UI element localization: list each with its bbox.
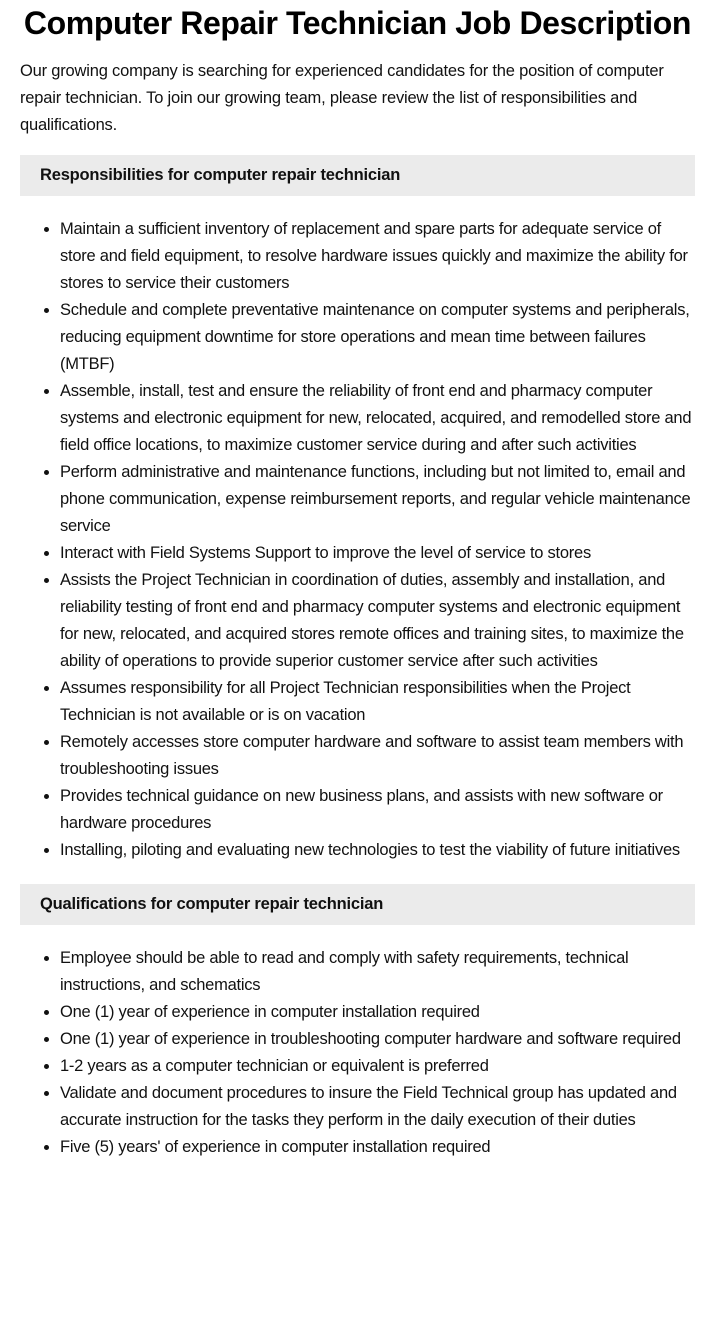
qualifications-heading: Qualifications for computer repair technician bbox=[20, 884, 695, 925]
responsibilities-heading: Responsibilities for computer repair technician bbox=[20, 155, 695, 196]
list-item: • Validate and document procedures to insure the Field Technical group has updated and accurate instruction for the tasks they perform in the daily execution of their duties bbox=[60, 1080, 695, 1134]
list-item: • Perform administrative and maintenance functions, including but not limited to, email and phone communication, expense reimbursement reports, and regular vehicle maintenance service bbox=[60, 459, 695, 540]
list-item: • Employee should be able to read and comply with safety requirements, technical instructions, and schematics bbox=[60, 945, 695, 999]
list-item: • Assemble, install, test and ensure the reliability of front end and pharmacy computer systems and electronic equipment for new, relocated, acquired, and remodelled store and field office locations, to maximize customer service during and after such activities bbox=[60, 378, 695, 459]
list-item: • Schedule and complete preventative maintenance on computer systems and peripherals, reducing equipment downtime for store operations and mean time between failures (MTBF) bbox=[60, 297, 695, 378]
list-item: • Installing, piloting and evaluating new technologies to test the viability of future initiatives bbox=[60, 837, 695, 864]
page-title: Computer Repair Technician Job Description bbox=[23, 5, 692, 41]
list-item: • Provides technical guidance on new business plans, and assists with new software or hardware procedures bbox=[60, 783, 695, 837]
qualifications-list bbox=[20, 945, 695, 1161]
intro-paragraph: Our growing company is searching for experienced candidates for the position of computer repair technician. To join our growing team, please review the list of responsibilities and qualifications. bbox=[20, 62, 664, 134]
list-item: • Assumes responsibility for all Project Technician responsibilities when the Project Technician is not available or is on vacation bbox=[60, 675, 695, 729]
list-item: • Remotely accesses store computer hardware and software to assist team members with troubleshooting issues bbox=[60, 729, 695, 783]
list-item: • Assists the Project Technician in coordination of duties, assembly and installation, and reliability testing of front end and pharmacy computer systems and electronic equipment for new, relocated, and acquired stores remote offices and training sites, to maximize the ability of operations to provide superior customer service after such activities bbox=[60, 567, 695, 675]
list-item: • One (1) year of experience in computer installation required bbox=[60, 999, 695, 1026]
responsibilities-list bbox=[20, 216, 695, 864]
list-item: • One (1) year of experience in troubleshooting computer hardware and software required bbox=[60, 1026, 695, 1053]
list-item: • Five (5) years' of experience in computer installation required bbox=[60, 1134, 695, 1161]
list-item: • 1-2 years as a computer technician or equivalent is preferred bbox=[60, 1053, 695, 1080]
list-item: • Maintain a sufficient inventory of replacement and spare parts for adequate service of store and field equipment, to resolve hardware issues quickly and maximize the ability for stores to service their customers bbox=[60, 216, 695, 297]
list-item: • Interact with Field Systems Support to improve the level of service to stores bbox=[60, 540, 695, 567]
